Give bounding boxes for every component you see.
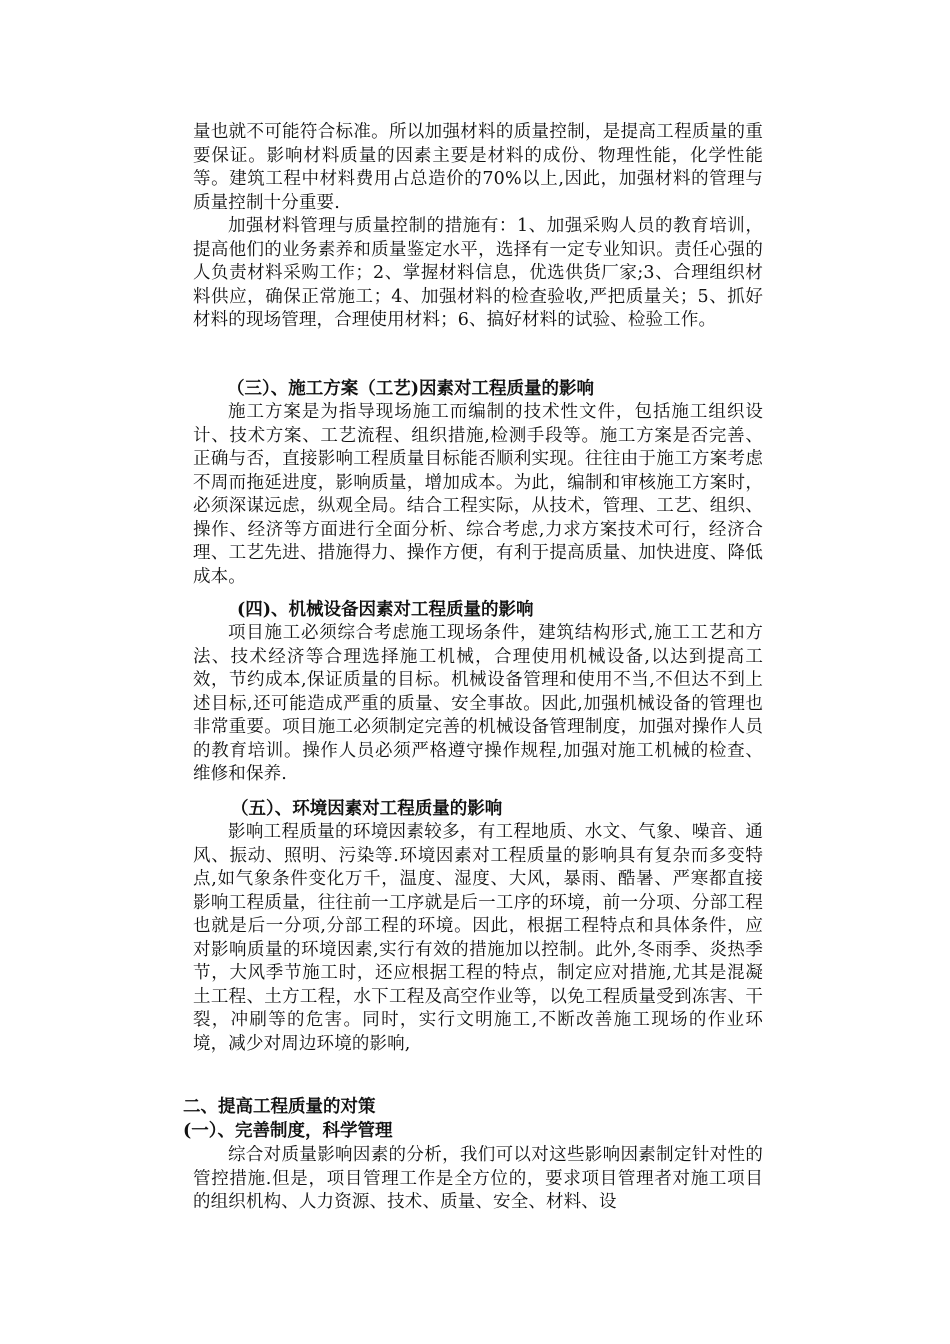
paragraph-material-quality: 量也就不可能符合标准。所以加强材料的质量控制，是提高工程质量的重要保证。影响材料质量的因素主要是材料的成份、物理性能，化学性能等。建筑工程中材料费用占总造价的70%以上,因此，加强材料的管理与质量控制十分重要. bbox=[193, 122, 763, 213]
heading-environment: （五）、环境因素对工程质量的影响 bbox=[231, 799, 503, 819]
text-block-environment bbox=[193, 821, 763, 1056]
heading-construction-plan: （三）、施工方案（工艺)因素对工程质量的影响 bbox=[227, 379, 595, 399]
paragraph-management: 综合对质量影响因素的分析，我们可以对这些影响因素制定针对性的管控措施.但是，项目管理工作是全方位的，要求项目管理者对施工项目的组织机构、人力资源、技术、质量、安全、材料、设 bbox=[193, 1145, 763, 1212]
paragraph-environment: 影响工程质量的环境因素较多，有工程地质、水文、气象、噪音、通风、振动、照明、污染等.环境因素对工程质量的影响具有复杂而多变特点,如气象条件变化万千，温度、湿度、大风，暴雨、酷暑、严寒都直接影响工程质量，往往前一工序就是后一工序的环境，前一分项、分部工程也就是后一分项,分部工程的环境。因此，根据工程特点和具体条件，应对影响质量的环境因素,实行有效的措施加以控制。此外,冬雨季、炎热季节，大风季节施工时，还应根据工程的特点，制定应对措施,尤其是混凝土工程、土方工程，水下工程及高空作业等，以免工程质量受到冻害、干裂，冲刷等的危害。同时，实行文明施工,不断改善施工现场的作业环境，减少对周边环境的影响, bbox=[193, 822, 763, 1054]
paragraph-construction-plan: 施工方案是为指导现场施工而编制的技术性文件，包括施工组织设计、技术方案、工艺流程、组织措施,检测手段等。施工方案是否完善、正确与否，直接影响工程质量目标能否顺利实现。往往由于施工方案考虑不周而拖延进度，影响质量，增加成本。为此，编制和审核施工方案时，必须深谋远虑，纵观全局。结合工程实际，从技术，管理、工艺、组织、操作、经济等方面进行全面分析、综合考虑,力求方案技术可行，经济合理、工艺先进、措施得力、操作方便，有利于提高质量、加快进度、降低成本。 bbox=[193, 402, 763, 587]
text-block-materials bbox=[193, 121, 763, 333]
paragraph-machinery: 项目施工必须综合考虑施工现场条件，建筑结构形式,施工工艺和方法、技术经济等合理选择施工机械，合理使用机械设备,以达到提高工效，节约成本,保证质量的目标。机械设备管理和使用不当,不但达不到上述目标,还可能造成严重的质量、安全事故。因此,加强机械设备的管理也非常重要。项目施工必须制定完善的机械设备管理制度，加强对操作人员的教育培训。操作人员必须严格遵守操作规程,加强对施工机械的检查、维修和保养. bbox=[193, 623, 763, 784]
heading-improve-system: (一）、完善制度，科学管理 bbox=[183, 1121, 393, 1141]
text-block-management bbox=[193, 1144, 763, 1215]
text-block-construction-plan bbox=[193, 401, 763, 589]
heading-section-countermeasures: 二、提高工程质量的对策 bbox=[183, 1097, 376, 1117]
text-block-machinery bbox=[193, 622, 763, 787]
paragraph-material-measures: 加强材料管理与质量控制的措施有：1、加强采购人员的教育培训，提高他们的业务素养和质量鉴定水平，选择有一定专业知识。责任心强的人负责材料采购工作；2、掌握材料信息，优选供货厂家;3、合理组织材料供应，确保正常施工；4、加强材料的检查验收,严把质量关；5、抓好材料的现场管理，合理使用材料；6、搞好材料的试验、检验工作。 bbox=[193, 216, 763, 330]
heading-machinery: (四)、机械设备因素对工程质量的影响 bbox=[237, 600, 534, 620]
